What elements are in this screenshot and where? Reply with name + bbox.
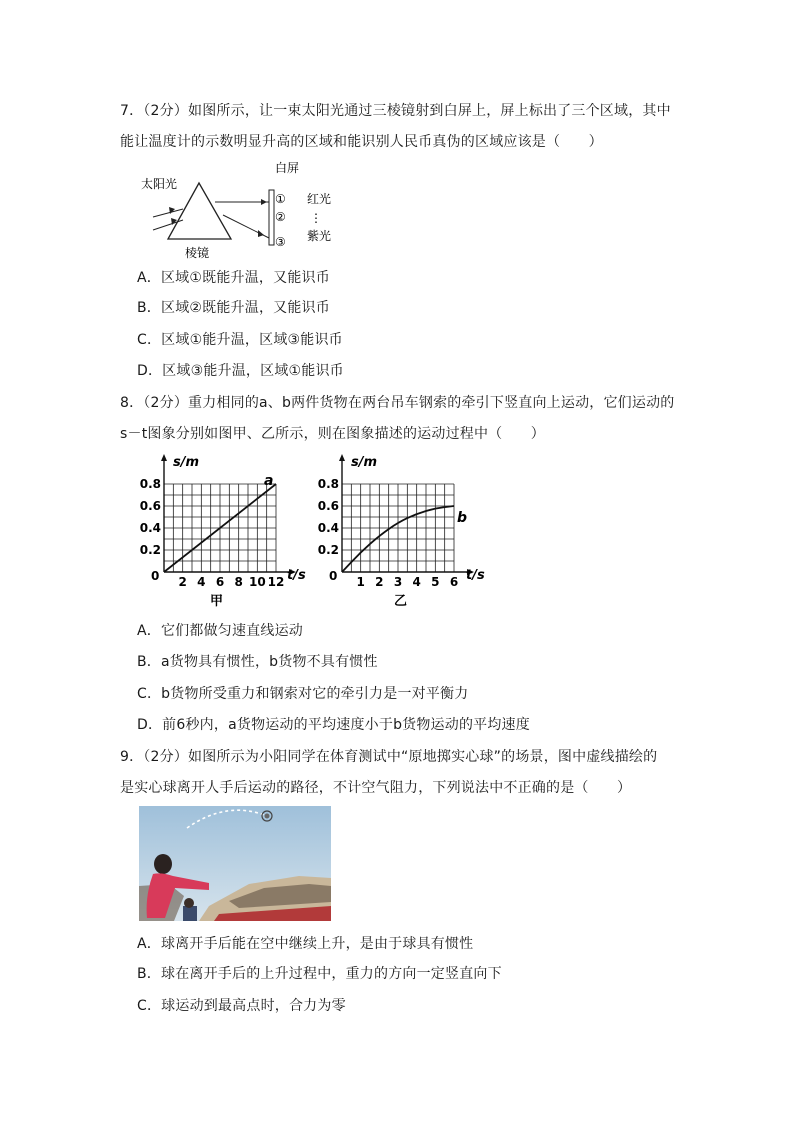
q9-option-a: A．球离开手后能在空中继续上升，是由于球具有惯性	[137, 936, 474, 952]
region-3-label: ③	[275, 235, 286, 249]
q7-option-c: C．区域①能升温，区域③能识币	[137, 332, 343, 348]
jia-y-arrow	[161, 454, 167, 461]
incident-ray-2	[153, 220, 183, 230]
chart-yi-origin: 0	[329, 569, 338, 583]
jia-ytick-label: 0.4	[140, 521, 161, 535]
jia-xtick-label: 2	[178, 575, 187, 589]
yi-xtick-label: 5	[431, 575, 440, 589]
chart-yi-ylabel: s/m	[351, 455, 378, 470]
prism-figure	[135, 155, 350, 265]
q7-stem-line2: 能让温度计的示数明显升高的区域和能识别人民币真伪的区域应该是（ ）	[120, 134, 603, 150]
region-1-label: ①	[275, 192, 286, 206]
chart-jia-curve-label: a	[264, 473, 274, 489]
q8-option-b: B．a货物具有惯性，b货物不具有惯性	[137, 654, 378, 670]
region-2-label: ②	[275, 210, 286, 224]
prism-label: 棱镜	[185, 246, 210, 260]
red-light-label: 红光	[307, 192, 332, 206]
chart-yi-curve-label: b	[457, 510, 468, 526]
q7-option-b: B．区域②既能升温，又能识币	[137, 300, 330, 316]
jia-xtick-label: 6	[215, 575, 225, 589]
q8-option-d: D．前6秒内，a货物运动的平均速度小于b货物运动的平均速度	[137, 717, 530, 733]
prism	[168, 183, 231, 239]
q9-option-b: B．球在离开手后的上升过程中，重力的方向一定竖直向下	[137, 966, 502, 982]
q7-stem-line1: 7．（2分）如图所示，让一束太阳光通过三棱镜射到白屏上，屏上标出了三个区域，其中	[120, 103, 671, 119]
q7-option-a: A．区域①既能升温，又能识币	[137, 270, 330, 286]
chart-jia-ylabel: s/m	[173, 455, 200, 470]
shot-put-photo	[139, 806, 331, 921]
chart-jia	[140, 452, 320, 612]
yi-y-arrow	[339, 454, 345, 461]
chart-jia-origin: 0	[151, 569, 160, 583]
violet-light-label: 紫光	[307, 229, 332, 243]
jia-xtick-label: 4	[197, 575, 206, 589]
yi-xtick-label: 4	[412, 575, 421, 589]
jia-ytick-label: 0.6	[140, 499, 161, 513]
white-screen	[269, 190, 274, 245]
yi-xtick-label: 1	[356, 575, 365, 589]
screen-label: 白屏	[275, 161, 300, 175]
chart-yi	[318, 452, 498, 612]
jia-ytick-label: 0.2	[140, 543, 161, 557]
yi-xtick-label: 2	[375, 575, 384, 589]
jia-xtick-label: 12	[267, 575, 285, 589]
yi-ytick-label: 0.8	[318, 477, 339, 491]
jia-xtick-label: 8	[234, 575, 243, 589]
chart-jia-caption: 甲	[210, 594, 224, 609]
arrowhead-3	[261, 199, 267, 205]
chart-yi-caption: 乙	[394, 594, 408, 609]
q9-stem-line1: 9．（2分）如图所示为小阳同学在体育测试中“原地掷实心球”的场景，图中虚线描绘的	[120, 749, 658, 765]
dots-label: ⋮	[310, 211, 322, 225]
q9-option-c: C．球运动到最高点时，合力为零	[137, 998, 346, 1014]
incident-ray-1	[153, 209, 183, 217]
yi-ytick-label: 0.2	[318, 543, 339, 557]
arrowhead-4	[258, 230, 264, 237]
jia-ytick-label: 0.8	[140, 477, 161, 491]
chart-jia-xlabel: t/s	[287, 568, 306, 583]
q9-stem-line2: 是实心球离开人手后运动的路径，不计空气阻力，下列说法中不正确的是（ ）	[120, 780, 632, 796]
q8-option-a: A．它们都做匀速直线运动	[137, 623, 303, 639]
chart-yi-xlabel: t/s	[466, 568, 485, 583]
sunlight-label: 太阳光	[141, 177, 178, 191]
q7-option-d: D．区域③能升温，区域①能识币	[137, 363, 344, 379]
q8-stem-line1: 8．（2分）重力相同的a、b两件货物在两台吊车钢索的牵引下竖直向上运动，它们运动的	[120, 395, 675, 411]
arrowhead-1	[169, 207, 175, 214]
q8-stem-line2: s－t图象分别如图甲、乙所示，则在图象描述的运动过程中（ ）	[120, 426, 545, 442]
q8-option-c: C．b货物所受重力和钢索对它的牵引力是一对平衡力	[137, 686, 469, 702]
jia-xtick-label: 10	[248, 575, 266, 589]
yi-ytick-label: 0.4	[318, 521, 339, 535]
yi-xtick-label: 6	[449, 575, 459, 589]
yi-xtick-label: 3	[393, 575, 403, 589]
yi-ytick-label: 0.6	[318, 499, 339, 513]
